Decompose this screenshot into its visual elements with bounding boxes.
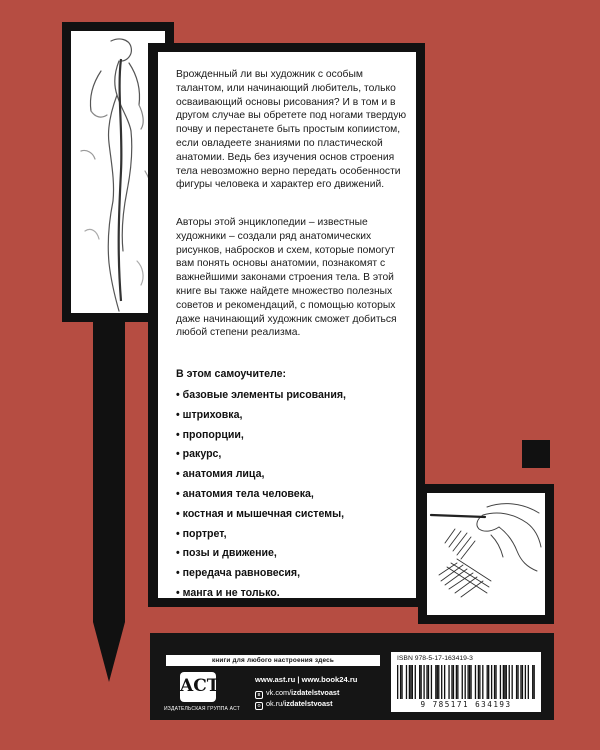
- authors-paragraph: Авторы этой энциклопедии – известные художники – создали ряд анатомических рисунков, набросков и схем, которые помогут вам понять основы анатомии, познакомят с важнейшими законами строения тела. В этой книге вы также найдете множество полезных советов и рекомендаций, с помощью которых даже начинающий художник сможет добиться любой степени реализма.: [176, 217, 397, 339]
- barcode-bars: [397, 665, 535, 699]
- barcode-bar: [400, 665, 401, 699]
- vk-icon: в: [255, 691, 263, 699]
- barcode-bar: [487, 665, 488, 699]
- list-item: • ракурс,: [176, 448, 222, 461]
- barcode-bar: [488, 665, 489, 699]
- ok-handle: izdatelstvoast: [284, 699, 333, 708]
- barcode-bar: [419, 665, 420, 699]
- barcode-bar: [453, 665, 454, 699]
- hand-drawing-sketch-image: [427, 493, 545, 615]
- barcode-bar: [517, 665, 518, 699]
- list-title: В этом самоучителе:: [176, 368, 287, 380]
- barcode-bar: [409, 665, 410, 699]
- pencil-tip-graphic: [93, 622, 125, 682]
- barcode-bar: [465, 665, 466, 699]
- pencil-graphic: [93, 322, 125, 622]
- barcode-bar: [520, 665, 521, 699]
- ok-domain: ok.ru/: [266, 699, 285, 708]
- list-item: • анатомия тела человека,: [176, 487, 314, 500]
- barcode-bar: [495, 665, 496, 699]
- list-item: • передача равновесия,: [176, 567, 301, 580]
- barcode-bar: [525, 665, 526, 699]
- list-item: • манга и не только.: [176, 586, 280, 599]
- barcode-bar: [420, 665, 421, 699]
- barcode-bar: [516, 665, 517, 699]
- barcode-bar: [470, 665, 471, 699]
- barcode-bar: [448, 665, 449, 699]
- barcode-bar: [423, 665, 424, 699]
- list-item: • анатомия лица,: [176, 468, 265, 481]
- ast-logo: [180, 672, 220, 702]
- barcode-bar: [467, 665, 468, 699]
- barcode-bar: [475, 665, 476, 699]
- barcode-bar: [410, 665, 411, 699]
- barcode-bar: [500, 665, 501, 699]
- barcode-bar: [441, 665, 442, 699]
- barcode-bar: [478, 665, 479, 699]
- barcode-bar: [479, 665, 480, 699]
- vk-link: [255, 688, 339, 699]
- publisher-name: ИЗДАТЕЛЬСКАЯ ГРУППА АСТ: [164, 706, 240, 712]
- decorative-square: [522, 440, 550, 468]
- barcode-bar: [412, 665, 413, 699]
- list-item: • базовые элементы рисования,: [176, 389, 346, 401]
- list-item: • позы и движение,: [176, 547, 277, 560]
- barcode-bar: [504, 665, 505, 699]
- barcode-bar: [457, 665, 458, 699]
- vk-handle: izdatelstvoast: [291, 688, 340, 697]
- barcode-bar: [491, 665, 492, 699]
- barcode-bar: [528, 665, 529, 699]
- list-item: • портрет,: [176, 527, 227, 540]
- ok-link: [255, 699, 333, 710]
- barcode-bar: [506, 665, 507, 699]
- barcode-bar: [462, 665, 463, 699]
- barcode-bar: [438, 665, 439, 699]
- barcode-bar: [426, 665, 427, 699]
- barcode-bar: [415, 665, 416, 699]
- tagline-label: книги для любого настроения здесь: [166, 655, 380, 666]
- list-item: • костная и мышечная системы,: [176, 507, 345, 520]
- barcode-bar: [451, 665, 452, 699]
- barcode-bar: [522, 665, 523, 699]
- barcode-bar: [406, 665, 407, 699]
- vk-domain: vk.com/: [266, 688, 292, 697]
- barcode-bar: [431, 665, 432, 699]
- list-item: • штриховка,: [176, 408, 243, 421]
- barcode-bar: [503, 665, 504, 699]
- barcode-bar: [437, 665, 438, 699]
- barcode-bar: [401, 665, 402, 699]
- main-text-panel: [158, 52, 416, 598]
- topics-list: [176, 386, 346, 604]
- isbn-label: ISBN 978-5-17-163419-3: [397, 655, 473, 662]
- barcode-bar: [482, 665, 483, 699]
- intro-paragraph: Врожденный ли вы художник с особым талантом, или начинающий любитель, только осваивающий основы рисования? И в том и в другом случае вы обретете под ногами твердую почву и перестанете быть простым копиистом, если овладеете знаниями по пластической анатомии. Ведь без изучения основ строения тела невозможно верно передать особенности фигуры человека и характер его движений.: [176, 69, 407, 191]
- barcode-bar: [397, 665, 398, 699]
- barcode-number: 9 785171 634193: [420, 700, 512, 709]
- barcode-bar: [444, 665, 445, 699]
- barcode-bar: [435, 665, 436, 699]
- barcode-area: [391, 652, 541, 712]
- barcode-bar: [534, 665, 535, 699]
- ast-logo-text: ACT: [180, 676, 220, 696]
- hand-sketch-frame: [418, 484, 554, 624]
- barcode-bar: [512, 665, 513, 699]
- barcode-bar: [494, 665, 495, 699]
- barcode-bar: [456, 665, 457, 699]
- barcode-bar: [532, 665, 533, 699]
- website-links: www.ast.ru | www.book24.ru: [255, 675, 358, 684]
- ok-icon: о: [255, 702, 263, 710]
- barcode-bar: [509, 665, 510, 699]
- barcode-bar: [469, 665, 470, 699]
- barcode-bar: [428, 665, 429, 699]
- list-item: • пропорции,: [176, 428, 244, 441]
